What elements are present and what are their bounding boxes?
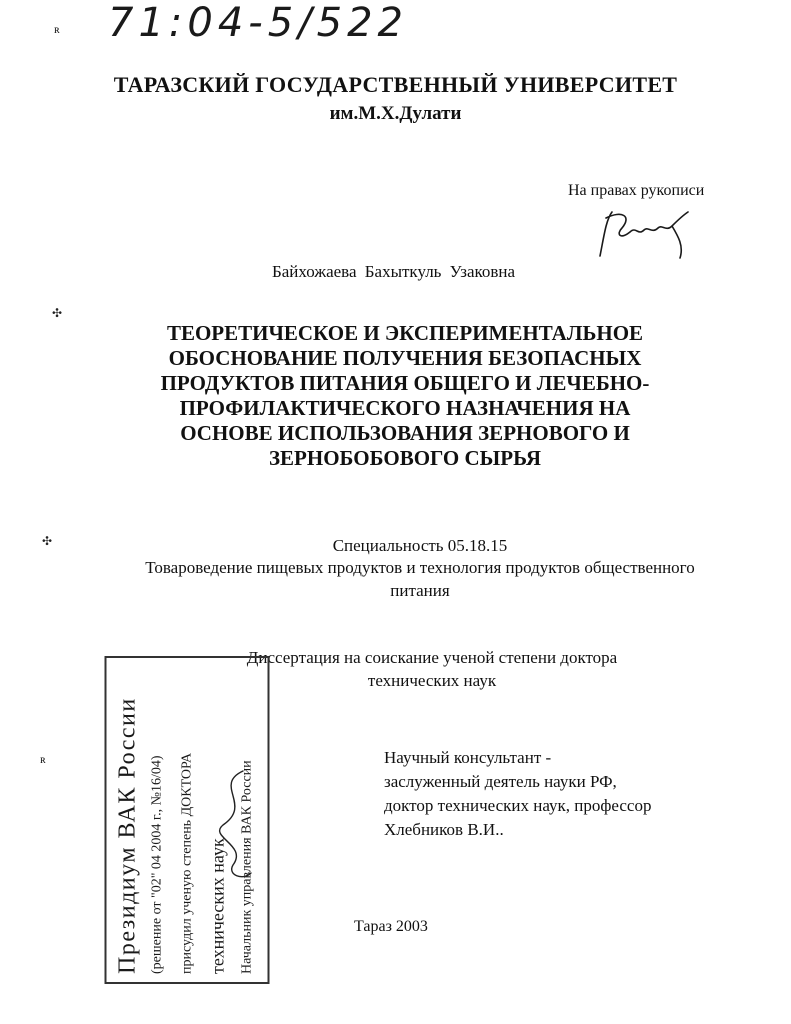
scientific-consultant <box>384 746 651 842</box>
title-line: ПРОФИЛАКТИЧЕСКОГО НАЗНАЧЕНИЯ НА <box>179 396 631 420</box>
consultant-line: Научный консультант - <box>384 748 552 767</box>
consultant-line: заслуженный деятель науки РФ, <box>384 772 617 791</box>
author-signature <box>592 206 702 264</box>
stamp-signature <box>203 765 263 885</box>
university-name: им.М.Х.Дулати <box>329 103 462 124</box>
title-line: ТЕОРЕТИЧЕСКОЕ И ЭКСПЕРИМЕНТАЛЬНОЕ <box>166 321 644 345</box>
stamp-field: технических наук <box>207 838 228 974</box>
title-line: ОБОСНОВАНИЕ ПОЛУЧЕНИЯ БЕЗОПАСНЫХ <box>168 346 642 370</box>
stamp-head: Начальник управления ВАК России <box>239 760 255 974</box>
dissertation-title <box>110 321 700 471</box>
stamp-awarded: присудил ученую степень ДОКТОРА <box>179 752 195 974</box>
consultant-line: доктор технических наук, профессор <box>384 796 652 815</box>
university-title: ТАРАЗСКИЙ ГОСУДАРСТВЕННЫЙ УНИВЕРСИТЕТ <box>113 72 678 97</box>
specialty-name: Товароведение пищевых продуктов и технология продуктов общественного питания <box>145 558 695 600</box>
scan-mark: ʀ <box>40 752 46 766</box>
manuscript-rights-note: На правах рукописи <box>568 182 705 199</box>
scan-mark: ✣ <box>52 306 63 320</box>
degree-statement: Диссертация на соискание ученой степени доктора технических наук <box>246 648 618 690</box>
scan-mark: ʀ <box>54 22 60 36</box>
title-line: ПРОДУКТОВ ПИТАНИЯ ОБЩЕГО И ЛЕЧЕБНО- <box>160 371 650 395</box>
stamp-decision: (решение от "02" 04 2004 г., №16/04) <box>149 755 165 974</box>
title-line: ЗЕРНОБОБОВОГО СЫРЬЯ <box>268 446 542 470</box>
stamp-title: Президиум ВАК России <box>114 697 141 974</box>
consultant-line: Хлебников В.И.. <box>384 820 504 839</box>
scan-mark: ✣ <box>42 534 53 548</box>
vak-stamp <box>103 655 271 985</box>
specialty-code: Специальность 05.18.15 <box>332 536 508 555</box>
author-name: Байхожаева Бахыткуль Узаковна <box>272 262 516 281</box>
place-and-year: Тараз 2003 <box>354 918 428 935</box>
title-line: ОСНОВЕ ИСПОЛЬЗОВАНИЯ ЗЕРНОВОГО И <box>180 421 630 445</box>
call-number: 71:04-5/522 <box>108 0 408 46</box>
